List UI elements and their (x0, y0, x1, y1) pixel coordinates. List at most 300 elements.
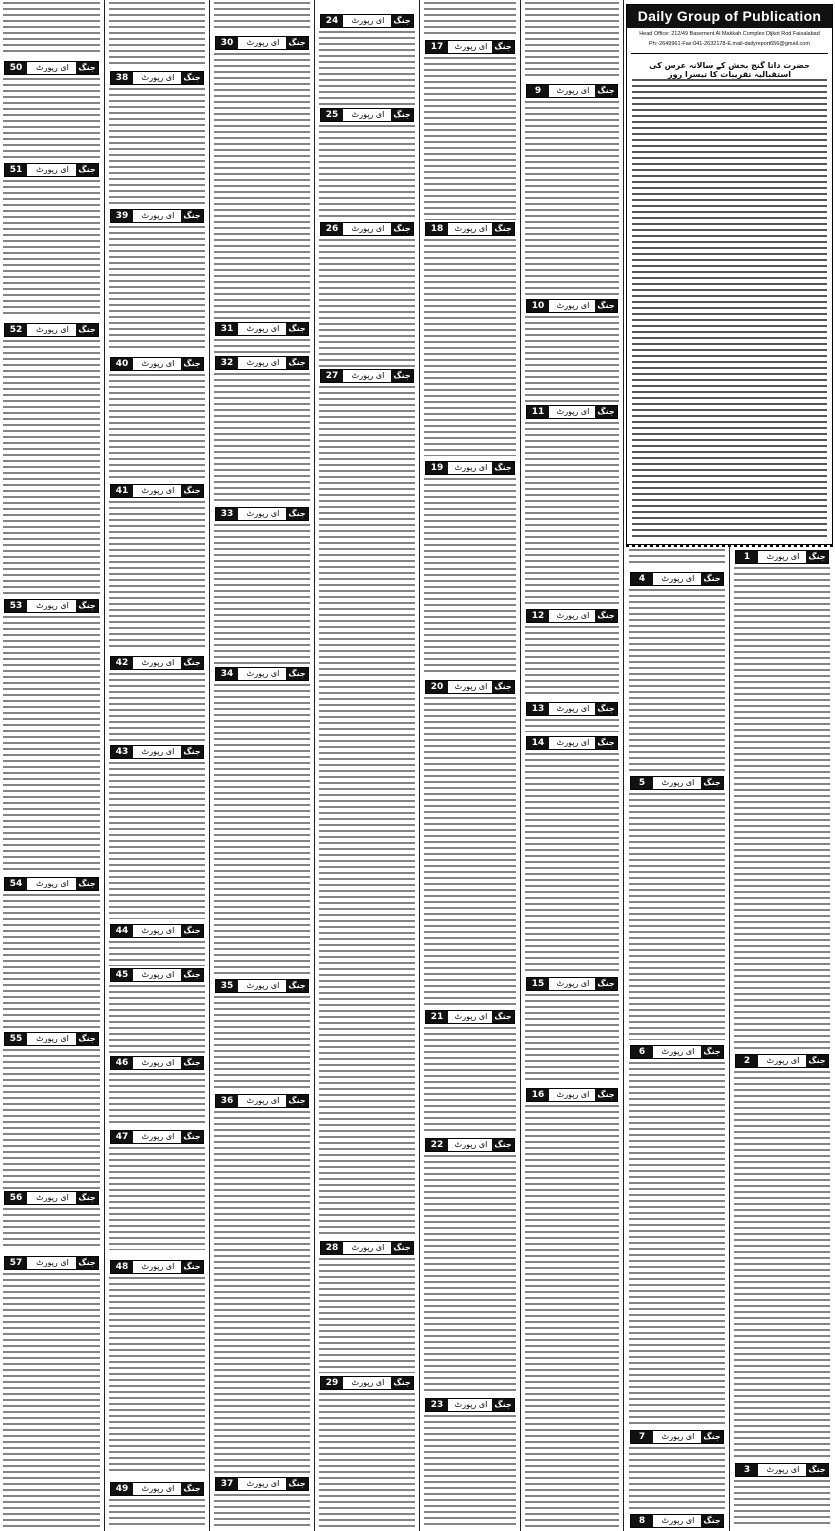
article-header (4, 323, 99, 337)
item-title: ای رپورٹ (141, 926, 175, 935)
item-tag: جنگ (76, 1192, 98, 1204)
item-tag: جنگ (391, 370, 413, 382)
article-header (4, 599, 99, 613)
article-text (629, 549, 725, 567)
column (731, 545, 833, 1531)
article-header (215, 36, 309, 50)
item-title: ای رپورٹ (454, 42, 488, 51)
item-tag: جنگ (595, 978, 617, 990)
article-header (526, 977, 618, 991)
article-header (4, 163, 99, 177)
item-number: 26 (321, 223, 343, 235)
column-divider (729, 545, 730, 1531)
article-text (734, 1480, 830, 1528)
article-text (109, 1073, 205, 1126)
article-header (425, 40, 515, 54)
item-number: 32 (216, 357, 238, 369)
article-text (214, 524, 310, 664)
item-number: 23 (426, 1399, 448, 1411)
item-title: ای رپورٹ (351, 110, 385, 119)
article-text (109, 2, 205, 64)
masthead-title: Daily Group of Publication (627, 5, 832, 28)
article-text (3, 894, 100, 1028)
item-number: 12 (527, 610, 549, 622)
column-divider (104, 0, 105, 1531)
item-tag: جنگ (76, 62, 98, 74)
item-title: ای رپورٹ (351, 16, 385, 25)
article-header (320, 369, 414, 383)
article-header (425, 461, 515, 475)
item-number: 3 (736, 1464, 758, 1476)
item-tag: جنگ (181, 485, 203, 497)
article-text (109, 1499, 205, 1527)
item-title: ای رپورٹ (351, 224, 385, 233)
item-tag: جنگ (181, 746, 203, 758)
article-text (109, 88, 205, 204)
item-tag: جنگ (181, 210, 203, 222)
column-divider (209, 0, 210, 1531)
item-tag: جنگ (76, 324, 98, 336)
article-text (109, 941, 205, 966)
article-text (424, 239, 516, 456)
article-header (320, 14, 414, 28)
item-tag: جنگ (595, 610, 617, 622)
article-text (319, 239, 415, 367)
item-title: ای رپورٹ (141, 486, 175, 495)
item-tag: جنگ (76, 164, 98, 176)
item-number: 33 (216, 508, 238, 520)
item-title: ای رپورٹ (36, 325, 69, 334)
item-number: 37 (216, 1478, 238, 1490)
article-header (4, 1191, 99, 1205)
item-tag: جنگ (806, 1464, 828, 1476)
item-number: 20 (426, 681, 448, 693)
masthead-contact: Ph:-2649961-Fax:041-2632178-E.mail-dailyreport656@gmail.com (649, 41, 810, 47)
article-text (3, 1208, 100, 1250)
article-header (215, 507, 309, 521)
item-number: 56 (5, 1192, 27, 1204)
item-title: ای رپورٹ (454, 463, 488, 472)
article-header (4, 1256, 99, 1270)
article-text (319, 1258, 415, 1373)
masthead-article-text (632, 79, 827, 538)
item-title: ای رپورٹ (556, 979, 590, 988)
article-header (425, 1398, 515, 1412)
article-header (526, 299, 618, 313)
item-title: ای رپورٹ (351, 371, 385, 380)
item-title: ای رپورٹ (36, 1034, 69, 1043)
item-tag: جنگ (492, 1399, 514, 1411)
column (0, 0, 103, 1531)
article-header (425, 680, 515, 694)
article-text (525, 422, 619, 606)
article-header (110, 71, 204, 85)
item-title: ای رپورٹ (141, 73, 175, 82)
item-tag: جنگ (391, 1377, 413, 1389)
item-number: 57 (5, 1257, 27, 1269)
item-number: 39 (111, 210, 133, 222)
item-number: 54 (5, 878, 27, 890)
masthead-divider (631, 53, 828, 54)
item-number: 44 (111, 925, 133, 937)
item-number: 24 (321, 15, 343, 27)
item-title: ای رپورٹ (246, 1096, 280, 1105)
article-header (526, 84, 618, 98)
column (211, 0, 313, 1531)
item-number: 6 (631, 1046, 653, 1058)
article-text (629, 1062, 725, 1425)
item-tag: جنگ (76, 1257, 98, 1269)
article-header (110, 924, 204, 938)
article-text (3, 2, 100, 56)
article-header (630, 572, 724, 586)
item-number: 30 (216, 37, 238, 49)
column-divider (520, 0, 521, 1531)
item-number: 53 (5, 600, 27, 612)
item-title: ای رپورٹ (454, 224, 488, 233)
article-text (424, 1415, 516, 1527)
item-title: ای رپورٹ (351, 1378, 385, 1387)
article-text (629, 1447, 725, 1511)
item-title: ای رپورٹ (556, 611, 590, 620)
article-text (109, 673, 205, 742)
item-tag: جنگ (181, 72, 203, 84)
article-header (425, 1010, 515, 1024)
item-title: ای رپورٹ (766, 1056, 800, 1065)
item-title: ای رپورٹ (246, 1479, 280, 1488)
article-text (319, 1393, 415, 1527)
article-text (525, 626, 619, 698)
item-tag: جنگ (595, 406, 617, 418)
article-text (109, 501, 205, 651)
item-title: ای رپورٹ (454, 682, 488, 691)
article-text (214, 373, 310, 503)
item-number: 8 (631, 1515, 653, 1527)
item-number: 28 (321, 1242, 343, 1254)
item-tag: جنگ (806, 1055, 828, 1067)
masthead-address: Head Office: 212/49 Basement Al Makkah Complex Dijkot Rod Faisalabad (639, 31, 820, 37)
item-number: 47 (111, 1131, 133, 1143)
item-number: 5 (631, 777, 653, 789)
item-title: ای رپورٹ (36, 1193, 69, 1202)
article-header (526, 1088, 618, 1102)
article-text (424, 1027, 516, 1135)
article-text (214, 1111, 310, 1474)
masthead-headline: حضرت داتا گنج بخش کے سالانہ عرس کی استقبالیہ تقریبات کا تیسرا روز (649, 61, 810, 79)
article-text (3, 78, 100, 158)
article-text (214, 53, 310, 321)
article-text (629, 589, 725, 774)
item-number: 16 (527, 1089, 549, 1101)
item-tag: جنگ (286, 357, 308, 369)
column (421, 0, 519, 1531)
article-header (735, 1054, 829, 1068)
item-title: ای رپورٹ (141, 747, 175, 756)
item-number: 13 (527, 703, 549, 715)
item-tag: جنگ (286, 37, 308, 49)
article-header (110, 968, 204, 982)
article-text (525, 1105, 619, 1527)
article-text (3, 340, 100, 597)
item-tag: جنگ (181, 1483, 203, 1495)
article-text (734, 567, 830, 1050)
item-number: 17 (426, 41, 448, 53)
article-header (630, 1045, 724, 1059)
item-number: 43 (111, 746, 133, 758)
article-text (424, 697, 516, 1008)
article-text (424, 2, 516, 36)
item-tag: جنگ (492, 1011, 514, 1023)
item-number: 36 (216, 1095, 238, 1107)
column (106, 0, 208, 1531)
item-title: ای رپورٹ (766, 1465, 800, 1474)
item-tag: جنگ (492, 223, 514, 235)
article-header (526, 736, 618, 750)
article-text (214, 2, 310, 32)
item-tag: جنگ (701, 1431, 723, 1443)
item-tag: جنگ (701, 573, 723, 585)
item-title: ای رپورٹ (661, 1432, 695, 1441)
article-header (630, 1430, 724, 1444)
item-number: 51 (5, 164, 27, 176)
article-header (110, 1130, 204, 1144)
item-number: 14 (527, 737, 549, 749)
article-header (110, 484, 204, 498)
item-number: 46 (111, 1057, 133, 1069)
item-tag: جنگ (286, 1478, 308, 1490)
item-title: ای رپورٹ (454, 1400, 488, 1409)
item-title: ای رپورٹ (141, 1058, 175, 1067)
item-title: ای رپورٹ (454, 1012, 488, 1021)
item-tag: جنگ (181, 925, 203, 937)
article-text (109, 226, 205, 352)
item-title: ای رپورٹ (246, 981, 280, 990)
article-text (525, 101, 619, 295)
item-tag: جنگ (492, 681, 514, 693)
item-title: ای رپورٹ (36, 63, 69, 72)
article-header (215, 1094, 309, 1108)
article-text (525, 2, 619, 78)
item-number: 35 (216, 980, 238, 992)
item-tag: جنگ (391, 1242, 413, 1254)
article-header (215, 667, 309, 681)
item-title: ای رپورٹ (141, 359, 175, 368)
item-number: 10 (527, 300, 549, 312)
item-number: 34 (216, 668, 238, 680)
item-number: 52 (5, 324, 27, 336)
item-tag: جنگ (286, 1095, 308, 1107)
item-tag: جنگ (806, 551, 828, 563)
item-title: ای رپورٹ (36, 879, 69, 888)
item-tag: جنگ (595, 1089, 617, 1101)
item-number: 19 (426, 462, 448, 474)
item-tag: جنگ (76, 600, 98, 612)
article-header (110, 1056, 204, 1070)
item-tag: جنگ (181, 969, 203, 981)
item-tag: جنگ (181, 1131, 203, 1143)
article-header (110, 357, 204, 371)
item-title: ای رپورٹ (36, 601, 69, 610)
article-header (215, 322, 309, 336)
item-number: 1 (736, 551, 758, 563)
article-header (110, 209, 204, 223)
item-number: 7 (631, 1431, 653, 1443)
article-text (319, 31, 415, 105)
article-text (525, 994, 619, 1084)
item-title: ای رپورٹ (556, 301, 590, 310)
item-title: ای رپورٹ (661, 1516, 695, 1525)
item-number: 11 (527, 406, 549, 418)
item-tag: جنگ (701, 777, 723, 789)
item-title: ای رپورٹ (141, 658, 175, 667)
item-title: ای رپورٹ (36, 165, 69, 174)
article-text (3, 1049, 100, 1189)
item-tag: جنگ (286, 508, 308, 520)
item-number: 29 (321, 1377, 343, 1389)
item-title: ای رپورٹ (351, 1243, 385, 1252)
item-title: ای رپورٹ (141, 1262, 175, 1271)
item-number: 40 (111, 358, 133, 370)
article-header (215, 356, 309, 370)
item-tag: جنگ (492, 1139, 514, 1151)
item-tag: جنگ (181, 1057, 203, 1069)
article-text (109, 1277, 205, 1474)
article-text (3, 616, 100, 874)
item-title: ای رپورٹ (556, 1090, 590, 1099)
article-text (424, 1155, 516, 1394)
article-header (735, 1463, 829, 1477)
article-text (214, 684, 310, 974)
item-title: ای رپورٹ (36, 1258, 69, 1267)
article-header (110, 745, 204, 759)
item-title: ای رپورٹ (661, 1047, 695, 1056)
item-tag: جنگ (492, 462, 514, 474)
item-tag: جنگ (181, 358, 203, 370)
column-divider (623, 0, 624, 1531)
article-header (110, 1260, 204, 1274)
item-number: 42 (111, 657, 133, 669)
item-number: 27 (321, 370, 343, 382)
item-title: ای رپورٹ (661, 574, 695, 583)
article-header (4, 61, 99, 75)
item-tag: جنگ (181, 1261, 203, 1273)
item-title: ای رپورٹ (141, 211, 175, 220)
article-header (110, 656, 204, 670)
item-number: 45 (111, 969, 133, 981)
article-text (424, 57, 516, 220)
item-number: 9 (527, 85, 549, 97)
item-number: 2 (736, 1055, 758, 1067)
column (626, 545, 728, 1531)
article-header (4, 1032, 99, 1046)
article-header (320, 108, 414, 122)
item-title: ای رپورٹ (246, 324, 280, 333)
item-tag: جنگ (492, 41, 514, 53)
item-tag: جنگ (701, 1515, 723, 1527)
article-header (735, 550, 829, 564)
item-number: 38 (111, 72, 133, 84)
article-text (525, 753, 619, 972)
item-tag: جنگ (286, 323, 308, 335)
column-divider (314, 0, 315, 1531)
item-title: ای رپورٹ (556, 738, 590, 747)
item-number: 49 (111, 1483, 133, 1495)
article-header (526, 702, 618, 716)
item-title: ای رپورٹ (141, 1484, 175, 1493)
article-text (525, 316, 619, 402)
article-text (424, 478, 516, 674)
article-header (425, 222, 515, 236)
item-tag: جنگ (391, 223, 413, 235)
item-tag: جنگ (701, 1046, 723, 1058)
item-number: 31 (216, 323, 238, 335)
article-text (3, 180, 100, 318)
item-title: ای رپورٹ (454, 1140, 488, 1149)
article-text (109, 985, 205, 1053)
article-header (320, 222, 414, 236)
article-header (4, 877, 99, 891)
article-text (214, 339, 310, 353)
item-tag: جنگ (286, 668, 308, 680)
column-divider (419, 0, 420, 1531)
item-tag: جنگ (76, 1033, 98, 1045)
article-text (214, 1494, 310, 1527)
item-number: 15 (527, 978, 549, 990)
item-tag: جنگ (391, 15, 413, 27)
item-number: 50 (5, 62, 27, 74)
article-text (214, 996, 310, 1089)
item-tag: جنگ (391, 109, 413, 121)
item-tag: جنگ (595, 85, 617, 97)
item-number: 55 (5, 1033, 27, 1045)
item-number: 21 (426, 1011, 448, 1023)
article-header (630, 1514, 724, 1528)
article-header (215, 979, 309, 993)
item-number: 18 (426, 223, 448, 235)
item-number: 41 (111, 485, 133, 497)
item-title: ای رپورٹ (246, 38, 280, 47)
masthead (626, 4, 833, 545)
item-tag: جنگ (76, 878, 98, 890)
article-text (109, 1147, 205, 1250)
item-tag: جنگ (595, 737, 617, 749)
item-title: ای رپورٹ (246, 669, 280, 678)
article-header (320, 1376, 414, 1390)
item-tag: جنگ (286, 980, 308, 992)
article-header (526, 609, 618, 623)
item-title: ای رپورٹ (141, 970, 175, 979)
item-title: ای رپورٹ (766, 552, 800, 561)
item-tag: جنگ (595, 703, 617, 715)
item-tag: جنگ (595, 300, 617, 312)
column (522, 0, 622, 1531)
item-number: 48 (111, 1261, 133, 1273)
article-header (320, 1241, 414, 1255)
item-number: 22 (426, 1139, 448, 1151)
article-text (734, 1071, 830, 1459)
column (316, 0, 418, 1531)
item-number: 25 (321, 109, 343, 121)
article-text (109, 762, 205, 919)
item-title: ای رپورٹ (556, 704, 590, 713)
item-title: ای رپورٹ (246, 509, 280, 518)
article-text (629, 793, 725, 1040)
article-text (319, 125, 415, 219)
item-title: ای رپورٹ (556, 407, 590, 416)
item-title: ای رپورٹ (556, 86, 590, 95)
item-tag: جنگ (181, 657, 203, 669)
item-title: ای رپورٹ (246, 358, 280, 367)
